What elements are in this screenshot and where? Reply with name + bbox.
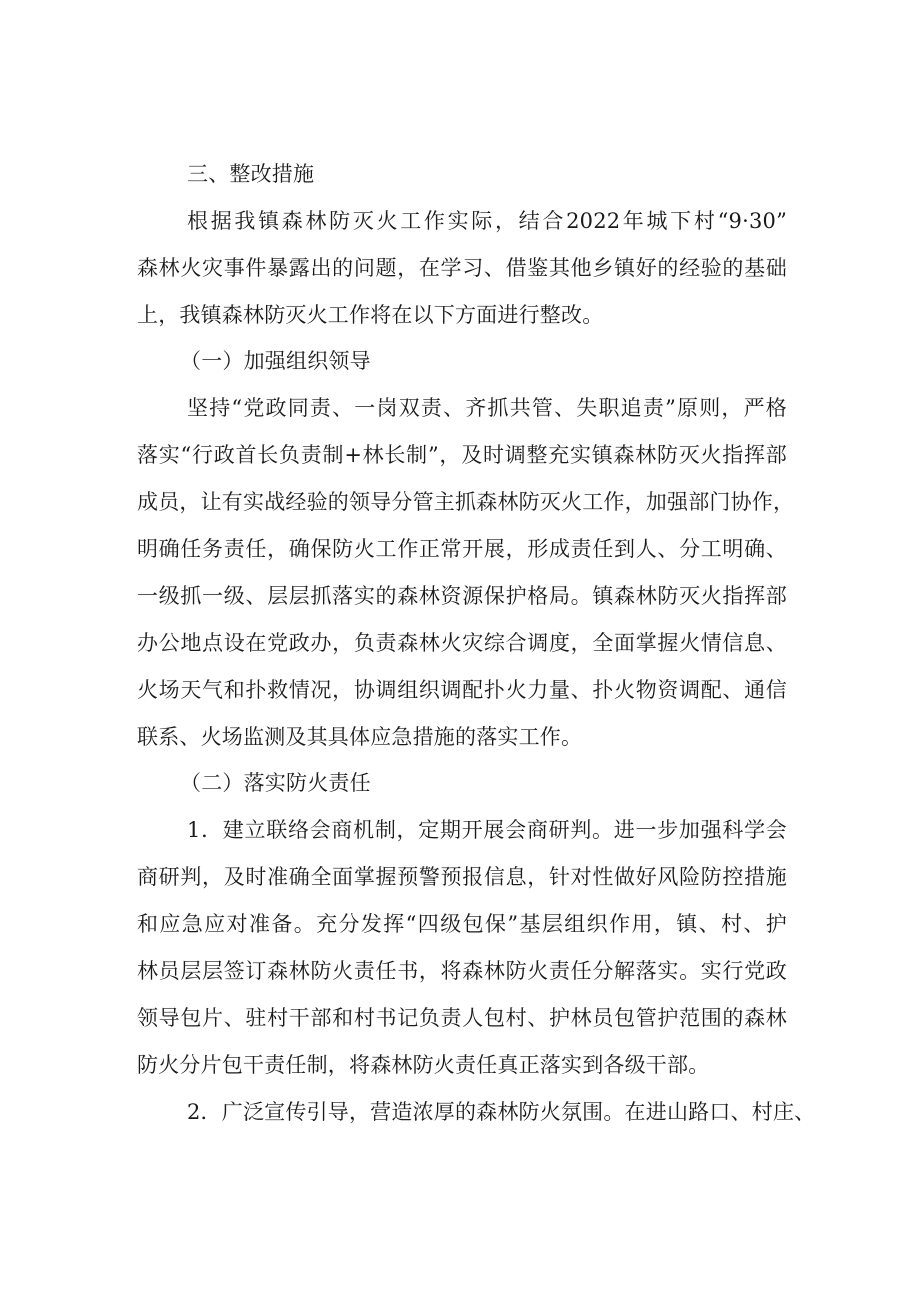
sub-heading: （一）加强组织领导: [180, 349, 371, 373]
paragraph-line: 办公地点设在党政办，负责森林火灾综合调度，全面掌握火情信息、: [137, 631, 787, 655]
paragraph-line: 林员层层签订森林防火责任书，将森林防火责任分解落实。实行党政: [137, 959, 787, 983]
paragraph-line: 1．建立联络会商机制，定期开展会商研判。进一步加强科学会: [187, 818, 787, 842]
paragraph-line: 领导包片、驻村干部和村书记负责人包村、护林员包管护范围的森林: [137, 1006, 787, 1030]
paragraph-line: 落实“行政首长负责制+林长制”，及时调整充实镇森林防灭火指挥部: [137, 443, 787, 467]
paragraph-line: 一级抓一级、层层抓落实的森林资源保护格局。镇森林防灭火指挥部: [137, 584, 787, 608]
paragraph-line: 和应急应对准备。充分发挥“四级包保”基层组织作用，镇、村、护: [137, 912, 787, 936]
paragraph-line: 2．广泛宣传引导，营造浓厚的森林防火氛围。在进山路口、村庄、: [187, 1100, 816, 1124]
paragraph-line: 火场天气和扑救情况，协调组织调配扑火力量、扑火物资调配、通信: [137, 678, 787, 702]
paragraph-line: 森林火灾事件暴露出的问题，在学习、借鉴其他乡镇好的经验的基础: [137, 256, 787, 280]
paragraph-line: 根据我镇森林防灭火工作实际，结合2022年城下村“9·30”: [187, 209, 787, 233]
paragraph-line: 坚持“党政同责、一岗双责、齐抓共管、失职追责”原则，严格: [187, 396, 787, 420]
paragraph-line: 联系、火场监测及其具体应急措施的落实工作。: [137, 725, 583, 749]
paragraph-line: 防火分片包干责任制，将森林防火责任真正落实到各级干部。: [137, 1053, 710, 1077]
section-heading: 三、整改措施: [187, 162, 315, 186]
paragraph-line: 商研判，及时准确全面掌握预警预报信息，针对性做好风险防控措施: [137, 865, 787, 889]
sub-heading: （二）落实防火责任: [180, 771, 371, 795]
paragraph-line: 上，我镇森林防灭火工作将在以下方面进行整改。: [137, 303, 604, 327]
paragraph-line: 明确任务责任，确保防火工作正常开展，形成责任到人、分工明确、: [137, 537, 787, 561]
paragraph-line: 成员，让有实战经验的领导分管主抓森林防灭火工作，加强部门协作，: [137, 490, 795, 514]
